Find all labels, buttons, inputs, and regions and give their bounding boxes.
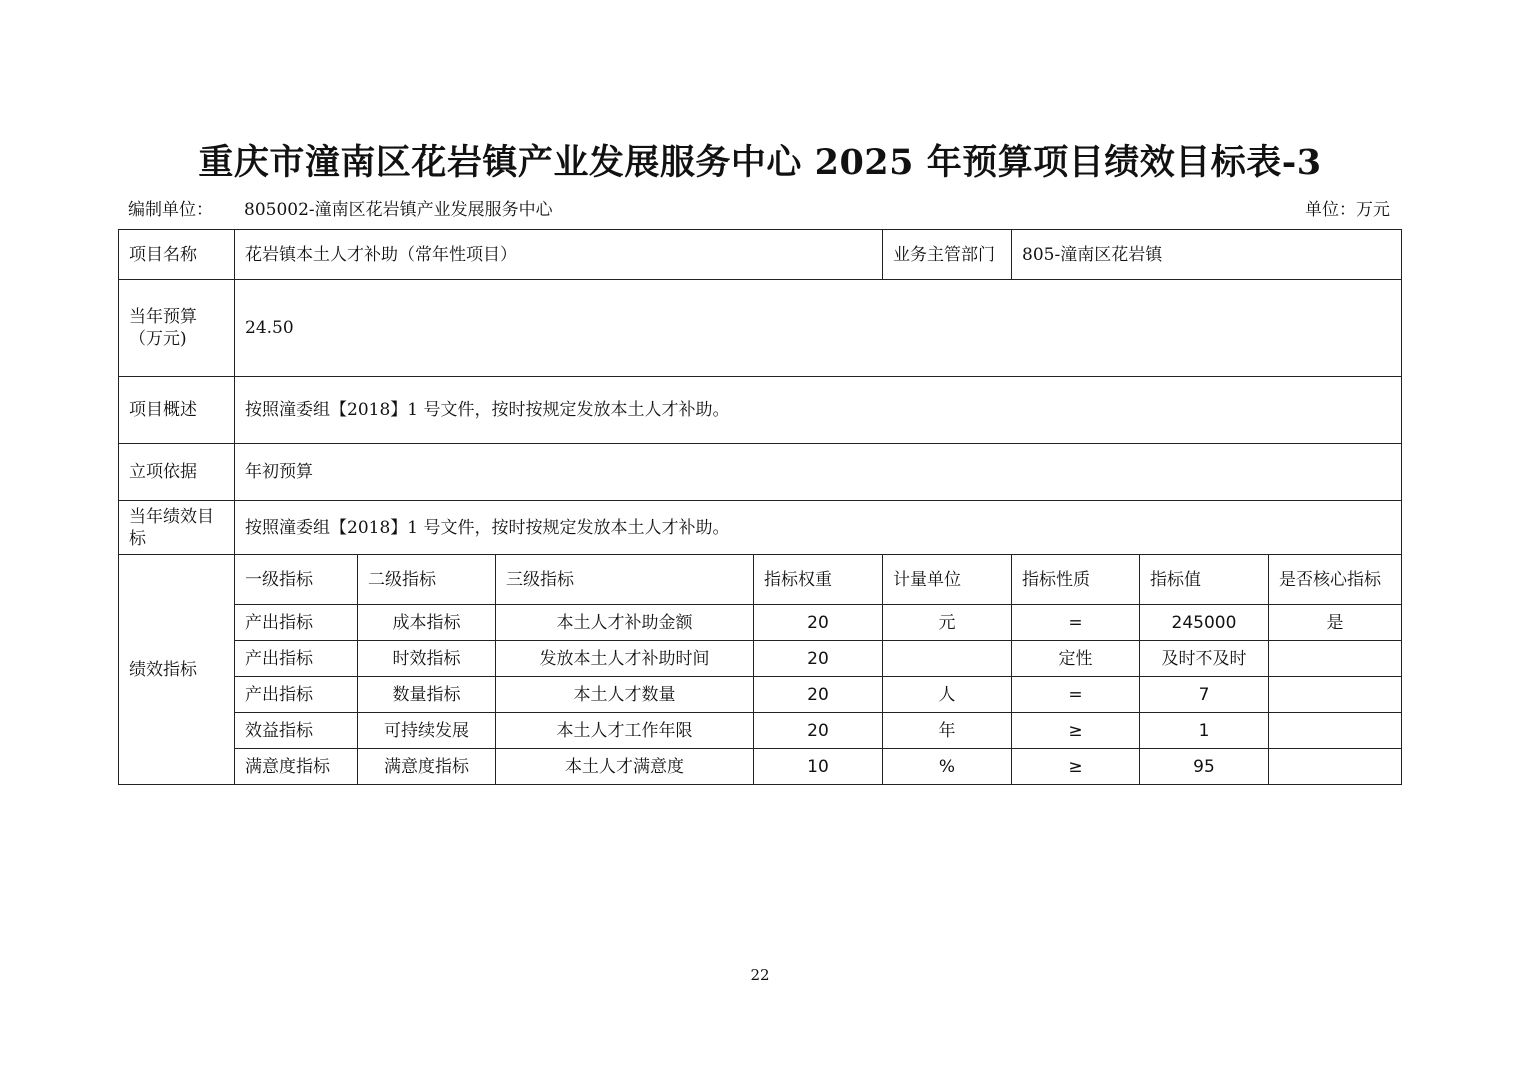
level2-cell: 数量指标 <box>358 677 496 713</box>
core-cell <box>1269 641 1402 677</box>
value-cell: 95 <box>1140 749 1269 785</box>
basis-value: 年初预算 <box>235 444 1402 501</box>
level1-cell: 满意度指标 <box>235 749 358 785</box>
level2-cell: 可持续发展 <box>358 713 496 749</box>
value-cell: 245000 <box>1140 605 1269 641</box>
budget-row <box>119 280 1402 377</box>
budget-value: 24.50 <box>235 280 1402 377</box>
indicator-header: 三级指标 <box>496 555 754 605</box>
goal-row <box>119 501 1402 555</box>
goal-value: 按照潼委组【2018】1 号文件，按时按规定发放本土人才补助。 <box>235 501 1402 555</box>
level1-cell: 产出指标 <box>235 677 358 713</box>
goal-label: 当年绩效目标 <box>119 501 235 555</box>
overview-row <box>119 377 1402 444</box>
prepared-by <box>128 195 553 220</box>
overview-value: 按照潼委组【2018】1 号文件，按时按规定发放本土人才补助。 <box>235 377 1402 444</box>
indicator-header: 指标权重 <box>754 555 883 605</box>
nature-cell: = <box>1012 677 1140 713</box>
indicator-header: 是否核心指标 <box>1269 555 1402 605</box>
document-title: 重庆市潼南区花岩镇产业发展服务中心 2025 年预算项目绩效目标表-3 <box>198 142 1322 183</box>
overview-label: 项目概述 <box>119 377 235 444</box>
project-name-label: 项目名称 <box>119 230 235 280</box>
project-name-value: 花岩镇本土人才补助（常年性项目） <box>235 230 883 280</box>
level2-cell: 满意度指标 <box>358 749 496 785</box>
unit-cell: 人 <box>883 677 1012 713</box>
unit-cell: 年 <box>883 713 1012 749</box>
nature-cell: ≥ <box>1012 749 1140 785</box>
unit-cell <box>883 641 1012 677</box>
indicator-header: 一级指标 <box>235 555 358 605</box>
level3-cell: 本土人才满意度 <box>496 749 754 785</box>
indicators-section-label: 绩效指标 <box>119 555 235 785</box>
unit-text: 单位：万元 <box>1305 200 1390 220</box>
project-name-row <box>119 230 1402 280</box>
weight-cell: 20 <box>754 677 883 713</box>
table-row <box>119 713 1402 749</box>
value-cell: 1 <box>1140 713 1269 749</box>
nature-cell: = <box>1012 605 1140 641</box>
core-cell <box>1269 749 1402 785</box>
table-row <box>119 605 1402 641</box>
core-cell <box>1269 677 1402 713</box>
dept-value: 805-潼南区花岩镇 <box>1012 230 1402 280</box>
unit-cell: % <box>883 749 1012 785</box>
level2-cell: 时效指标 <box>358 641 496 677</box>
level3-cell: 本土人才工作年限 <box>496 713 754 749</box>
level1-cell: 产出指标 <box>235 641 358 677</box>
weight-cell: 20 <box>754 713 883 749</box>
level2-cell: 成本指标 <box>358 605 496 641</box>
weight-cell: 10 <box>754 749 883 785</box>
table-row <box>119 641 1402 677</box>
indicator-header: 计量单位 <box>883 555 1012 605</box>
dept-label: 业务主管部门 <box>883 230 1012 280</box>
value-cell: 及时不及时 <box>1140 641 1269 677</box>
indicator-header: 指标值 <box>1140 555 1269 605</box>
table-row <box>119 677 1402 713</box>
core-cell: 是 <box>1269 605 1402 641</box>
basis-label: 立项依据 <box>119 444 235 501</box>
level1-cell: 效益指标 <box>235 713 358 749</box>
performance-table <box>118 229 1402 785</box>
level3-cell: 发放本土人才补助时间 <box>496 641 754 677</box>
weight-cell: 20 <box>754 605 883 641</box>
table-row <box>119 749 1402 785</box>
prepared-by-label: 编制单位： <box>128 200 213 220</box>
unit-cell: 元 <box>883 605 1012 641</box>
page-number: 22 <box>750 966 770 984</box>
indicator-header-row <box>119 555 1402 605</box>
nature-cell: ≥ <box>1012 713 1140 749</box>
budget-label: 当年预算（万元) <box>119 280 235 377</box>
basis-row <box>119 444 1402 501</box>
indicator-header: 二级指标 <box>358 555 496 605</box>
core-cell <box>1269 713 1402 749</box>
weight-cell: 20 <box>754 641 883 677</box>
level3-cell: 本土人才补助金额 <box>496 605 754 641</box>
indicator-header: 指标性质 <box>1012 555 1140 605</box>
level3-cell: 本土人才数量 <box>496 677 754 713</box>
level1-cell: 产出指标 <box>235 605 358 641</box>
value-cell: 7 <box>1140 677 1269 713</box>
nature-cell: 定性 <box>1012 641 1140 677</box>
prepared-by-value: 805002-潼南区花岩镇产业发展服务中心 <box>244 200 553 220</box>
